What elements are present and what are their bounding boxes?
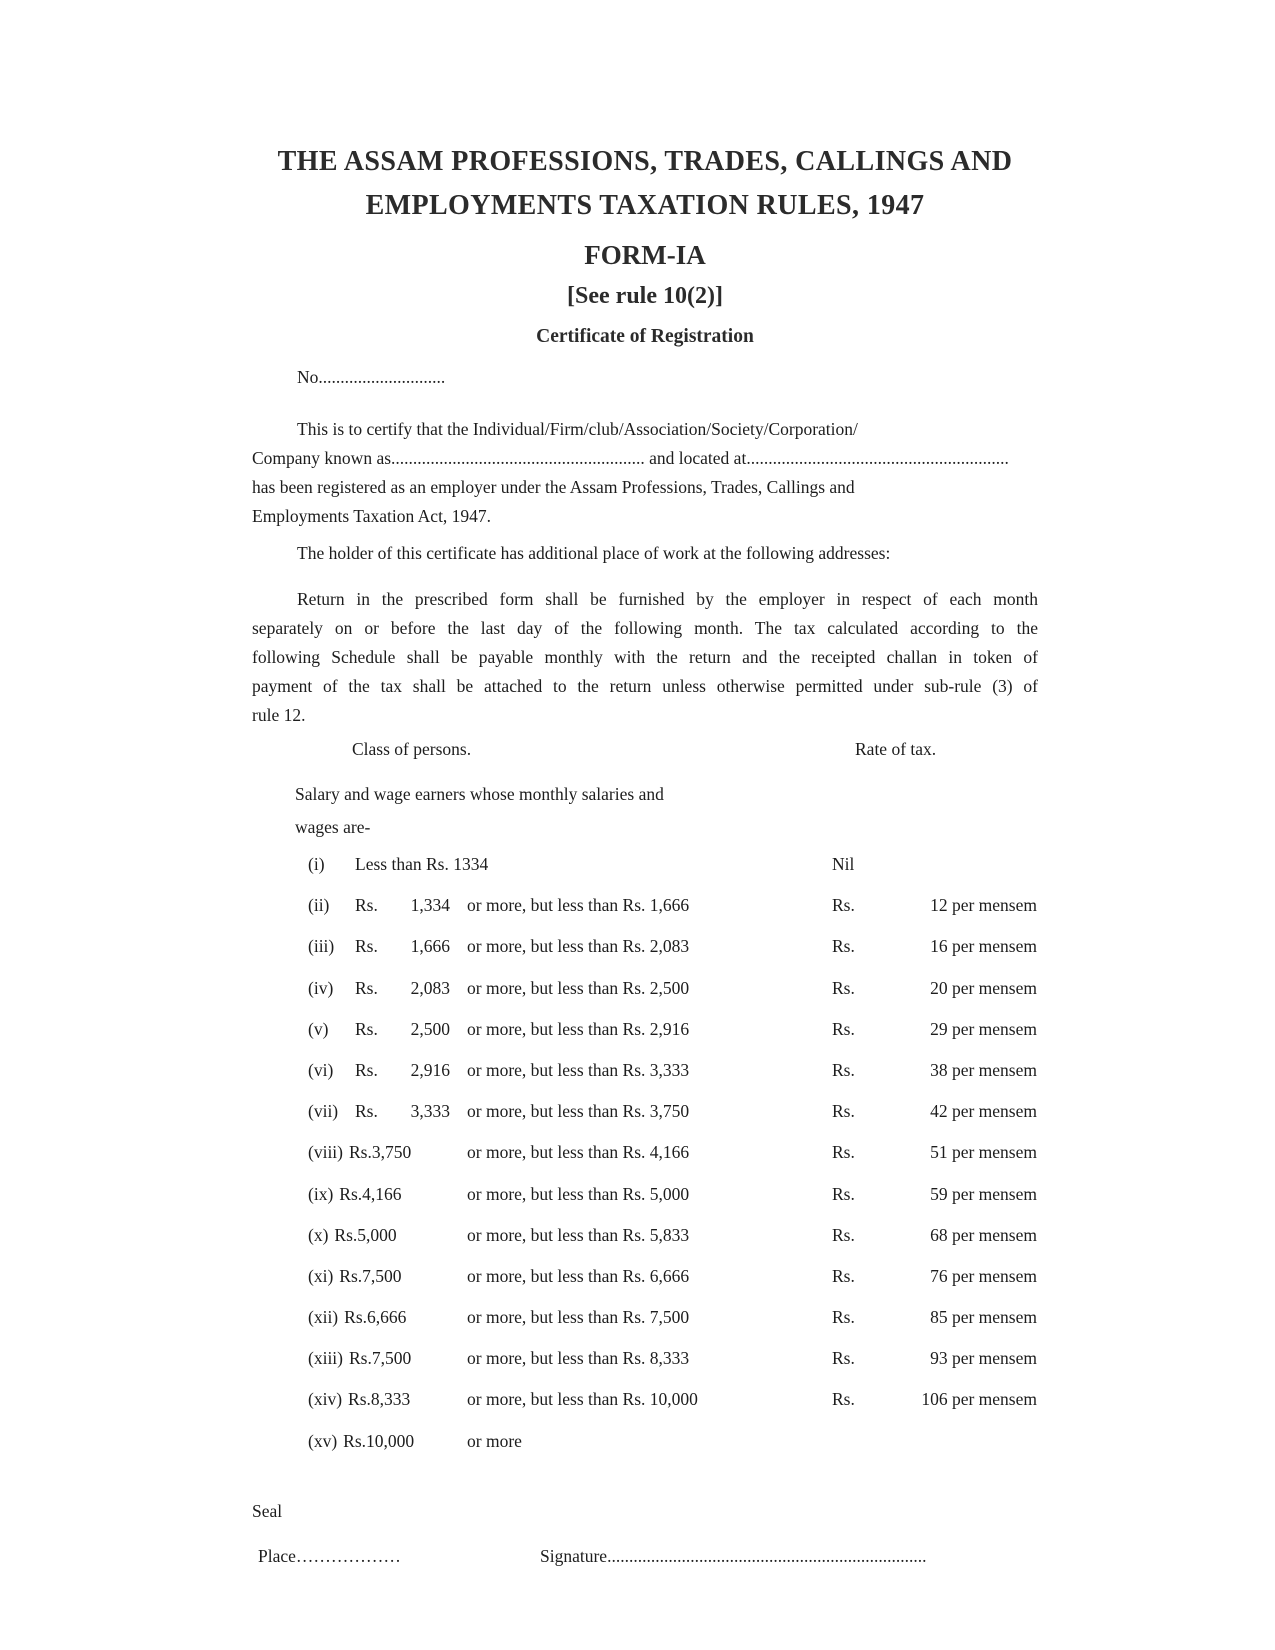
row-rate-currency: Rs. (832, 1059, 855, 1080)
row-description: or more, but less than Rs. 6,666 (467, 1265, 690, 1286)
place-signature-row (252, 1545, 1038, 1571)
row-number: (xv) (308, 1430, 338, 1451)
schedule-row (308, 1347, 1037, 1369)
schedule-row (308, 935, 1037, 957)
schedule-row (308, 894, 1037, 916)
row-rate-value: 12 per mensem (930, 895, 1037, 916)
row-number: (i) (308, 854, 325, 874)
row-description: or more, but less than Rs. 2,500 (467, 977, 690, 998)
row-lower-amount: 2,916 (410, 1059, 450, 1080)
row-class-of-persons (308, 894, 467, 916)
row-rate-value (898, 853, 1037, 875)
row-class-of-persons (308, 1306, 467, 1328)
certify-paragraph (252, 415, 1038, 531)
row-lower-amount: 1,334 (410, 895, 450, 916)
certificate-subtitle: Certificate of Registration (536, 326, 754, 347)
row-number: (viii) (308, 1142, 343, 1163)
row-rate-currency: Rs. (832, 1224, 855, 1245)
row-rate-currency (832, 1430, 898, 1452)
signature-line: Signature......................................................................... (540, 1545, 927, 1566)
row-rate-value: 85 per mensem (930, 1307, 1037, 1328)
row-rs-prefix: Rs.3,750 (349, 1142, 412, 1163)
document-title-line1: THE ASSAM PROFESSIONS, TRADES, CALLINGS AND (277, 146, 1013, 177)
return-paragraph (252, 585, 1038, 730)
rate-of-tax-header: Rate of tax. (855, 739, 937, 759)
row-rate-currency: Rs. (832, 1307, 855, 1328)
schedule-intro-line1: Salary and wage earners whose monthly salaries and (295, 784, 664, 804)
row-rs-prefix: Rs.6,666 (344, 1307, 407, 1328)
row-rs-prefix: Rs. (355, 936, 378, 957)
row-rate-value: 29 per mensem (930, 1018, 1037, 1039)
row-rs-prefix: Rs.7,500 (349, 1348, 412, 1369)
row-description: or more, but less than Rs. 5,833 (467, 1224, 690, 1245)
form-number: FORM-IA (584, 240, 706, 270)
return-line: separately on or before the last day of the following month. The tax calculated according to the (252, 618, 1038, 638)
row-rate-value: 93 per mensem (930, 1348, 1037, 1369)
class-of-persons-header: Class of persons. (352, 739, 472, 759)
row-class-of-persons (308, 1059, 467, 1081)
row-rs-prefix: Rs. (355, 1018, 378, 1039)
document-title (252, 140, 1038, 228)
row-rate-value: 20 per mensem (930, 977, 1037, 998)
row-rs-prefix: Rs.7,500 (339, 1265, 402, 1286)
document-title-line2: EMPLOYMENTS TAXATION RULES, 1947 (365, 190, 925, 221)
row-description: or more, but less than Rs. 4,166 (467, 1142, 690, 1163)
row-description: or more, but less than Rs. 5,000 (467, 1183, 690, 1204)
row-number: (xiii) (308, 1348, 343, 1369)
certificate-number-line: No............................. (297, 367, 446, 387)
row-lower-amount: 2,500 (410, 1018, 450, 1039)
row-number: (xiv) (308, 1389, 343, 1410)
row-description: or more (467, 1430, 522, 1451)
row-rate-currency: Nil (832, 854, 855, 874)
schedule-row (308, 1430, 1037, 1452)
row-rate-value: 76 per mensem (930, 1265, 1037, 1286)
row-class-of-persons (308, 1224, 467, 1246)
row-rate-currency: Rs. (832, 1018, 855, 1039)
schedule-row (308, 1183, 1037, 1205)
row-number: (x) (308, 1224, 329, 1245)
row-number: (xii) (308, 1307, 339, 1328)
row-rate-value: 38 per mensem (930, 1059, 1037, 1080)
row-number: (iv) (308, 977, 334, 998)
row-description: or more, but less than Rs. 7,500 (467, 1307, 690, 1328)
row-number: (vii) (308, 1101, 339, 1122)
schedule-row (308, 1100, 1037, 1122)
row-lower-amount: 1,666 (410, 936, 450, 957)
row-lower-amount: 3,333 (410, 1101, 450, 1122)
row-class-of-persons (308, 1388, 467, 1410)
row-rate-value: 68 per mensem (930, 1224, 1037, 1245)
row-description: Less than Rs. 1334 (355, 854, 489, 874)
schedule-intro (295, 778, 1038, 843)
row-rs-prefix: Rs. (355, 1059, 378, 1080)
row-description: or more, but less than Rs. 3,333 (467, 1059, 690, 1080)
seal-label: Seal (252, 1500, 283, 1521)
row-rate-currency: Rs. (832, 1389, 855, 1410)
row-description: or more, but less than Rs. 2,916 (467, 1018, 690, 1039)
certify-line: Company known as.......................................................... and located at............................................................ (252, 448, 1009, 468)
row-rs-prefix: Rs. (355, 1101, 378, 1122)
certify-line: Employments Taxation Act, 1947. (252, 506, 492, 526)
row-class-of-persons (308, 935, 467, 957)
schedule-row (308, 1306, 1037, 1328)
certify-line: This is to certify that the Individual/Firm/club/Association/Society/Corporation/ (297, 419, 858, 439)
row-class-of-persons (308, 1183, 467, 1205)
return-line: rule 12. (252, 705, 306, 725)
place-line: Place……………… (258, 1545, 401, 1566)
schedule-row (308, 977, 1037, 999)
schedule-row (308, 1141, 1037, 1163)
return-line: Return in the prescribed form shall be furnished by the employer in respect of each month (297, 589, 1038, 609)
row-rs-prefix: Rs.5,000 (334, 1224, 397, 1245)
row-number: (xi) (308, 1265, 334, 1286)
holder-paragraph: The holder of this certificate has additional place of work at the following addresses: (297, 543, 891, 563)
row-class-of-persons (308, 1430, 467, 1452)
certify-line: has been registered as an employer under the Assam Professions, Trades, Callings and (252, 477, 855, 497)
row-rs-prefix: Rs.10,000 (343, 1430, 415, 1451)
row-rs-prefix: Rs. (355, 977, 378, 998)
row-number: (v) (308, 1018, 329, 1039)
schedule-row (308, 1224, 1037, 1246)
row-description: or more, but less than Rs. 8,333 (467, 1348, 690, 1369)
row-rate-currency: Rs. (832, 895, 855, 916)
row-class-of-persons (308, 1347, 467, 1369)
row-rs-prefix: Rs.4,166 (339, 1183, 402, 1204)
row-rate-currency: Rs. (832, 1265, 855, 1286)
row-description: or more, but less than Rs. 2,083 (467, 936, 690, 957)
row-rate-value: 106 per mensem (921, 1389, 1037, 1410)
row-description: or more, but less than Rs. 10,000 (467, 1389, 698, 1410)
row-rate-value (898, 1430, 1037, 1452)
row-rate-currency: Rs. (832, 1101, 855, 1122)
return-line: following Schedule shall be payable monthly with the return and the receipted challan in token of (252, 647, 1038, 667)
row-class-of-persons (308, 977, 467, 999)
rate-schedule-table (308, 853, 1037, 1452)
page-content (252, 0, 1038, 1571)
schedule-intro-line2: wages are- (295, 816, 371, 837)
row-rs-prefix: Rs. (355, 895, 378, 916)
row-description: or more, but less than Rs. 1,666 (467, 895, 690, 916)
row-class-of-persons (308, 1265, 467, 1287)
row-rate-value: 16 per mensem (930, 936, 1037, 957)
row-class-of-persons (308, 1100, 467, 1122)
row-rate-currency: Rs. (832, 1348, 855, 1369)
row-rate-value: 51 per mensem (930, 1142, 1037, 1163)
row-class-of-persons (308, 1018, 467, 1040)
row-lower-amount: 2,083 (410, 977, 450, 998)
row-number: (ii) (308, 895, 330, 916)
row-rate-currency: Rs. (832, 1142, 855, 1163)
schedule-row (308, 853, 1037, 875)
row-rate-currency: Rs. (832, 1183, 855, 1204)
return-line: payment of the tax shall be attached to the return unless otherwise permitted under sub-rule (3) of (252, 676, 1038, 696)
row-rate-value: 42 per mensem (930, 1101, 1037, 1122)
schedule-row (308, 1018, 1037, 1040)
rule-reference: [See rule 10(2)] (567, 283, 723, 309)
row-number: (iii) (308, 936, 335, 957)
schedule-header (352, 739, 1038, 760)
row-rate-currency: Rs. (832, 936, 855, 957)
row-rs-prefix: Rs.8,333 (348, 1389, 411, 1410)
row-class-of-persons (308, 853, 355, 875)
row-rate-value: 59 per mensem (930, 1183, 1037, 1204)
row-description: or more, but less than Rs. 3,750 (467, 1101, 690, 1122)
row-number: (vi) (308, 1059, 334, 1080)
row-class-of-persons (308, 1141, 467, 1163)
row-rate-currency: Rs. (832, 977, 855, 998)
schedule-row (308, 1265, 1037, 1287)
row-number: (ix) (308, 1183, 334, 1204)
schedule-row (308, 1059, 1037, 1081)
schedule-row (308, 1388, 1037, 1410)
